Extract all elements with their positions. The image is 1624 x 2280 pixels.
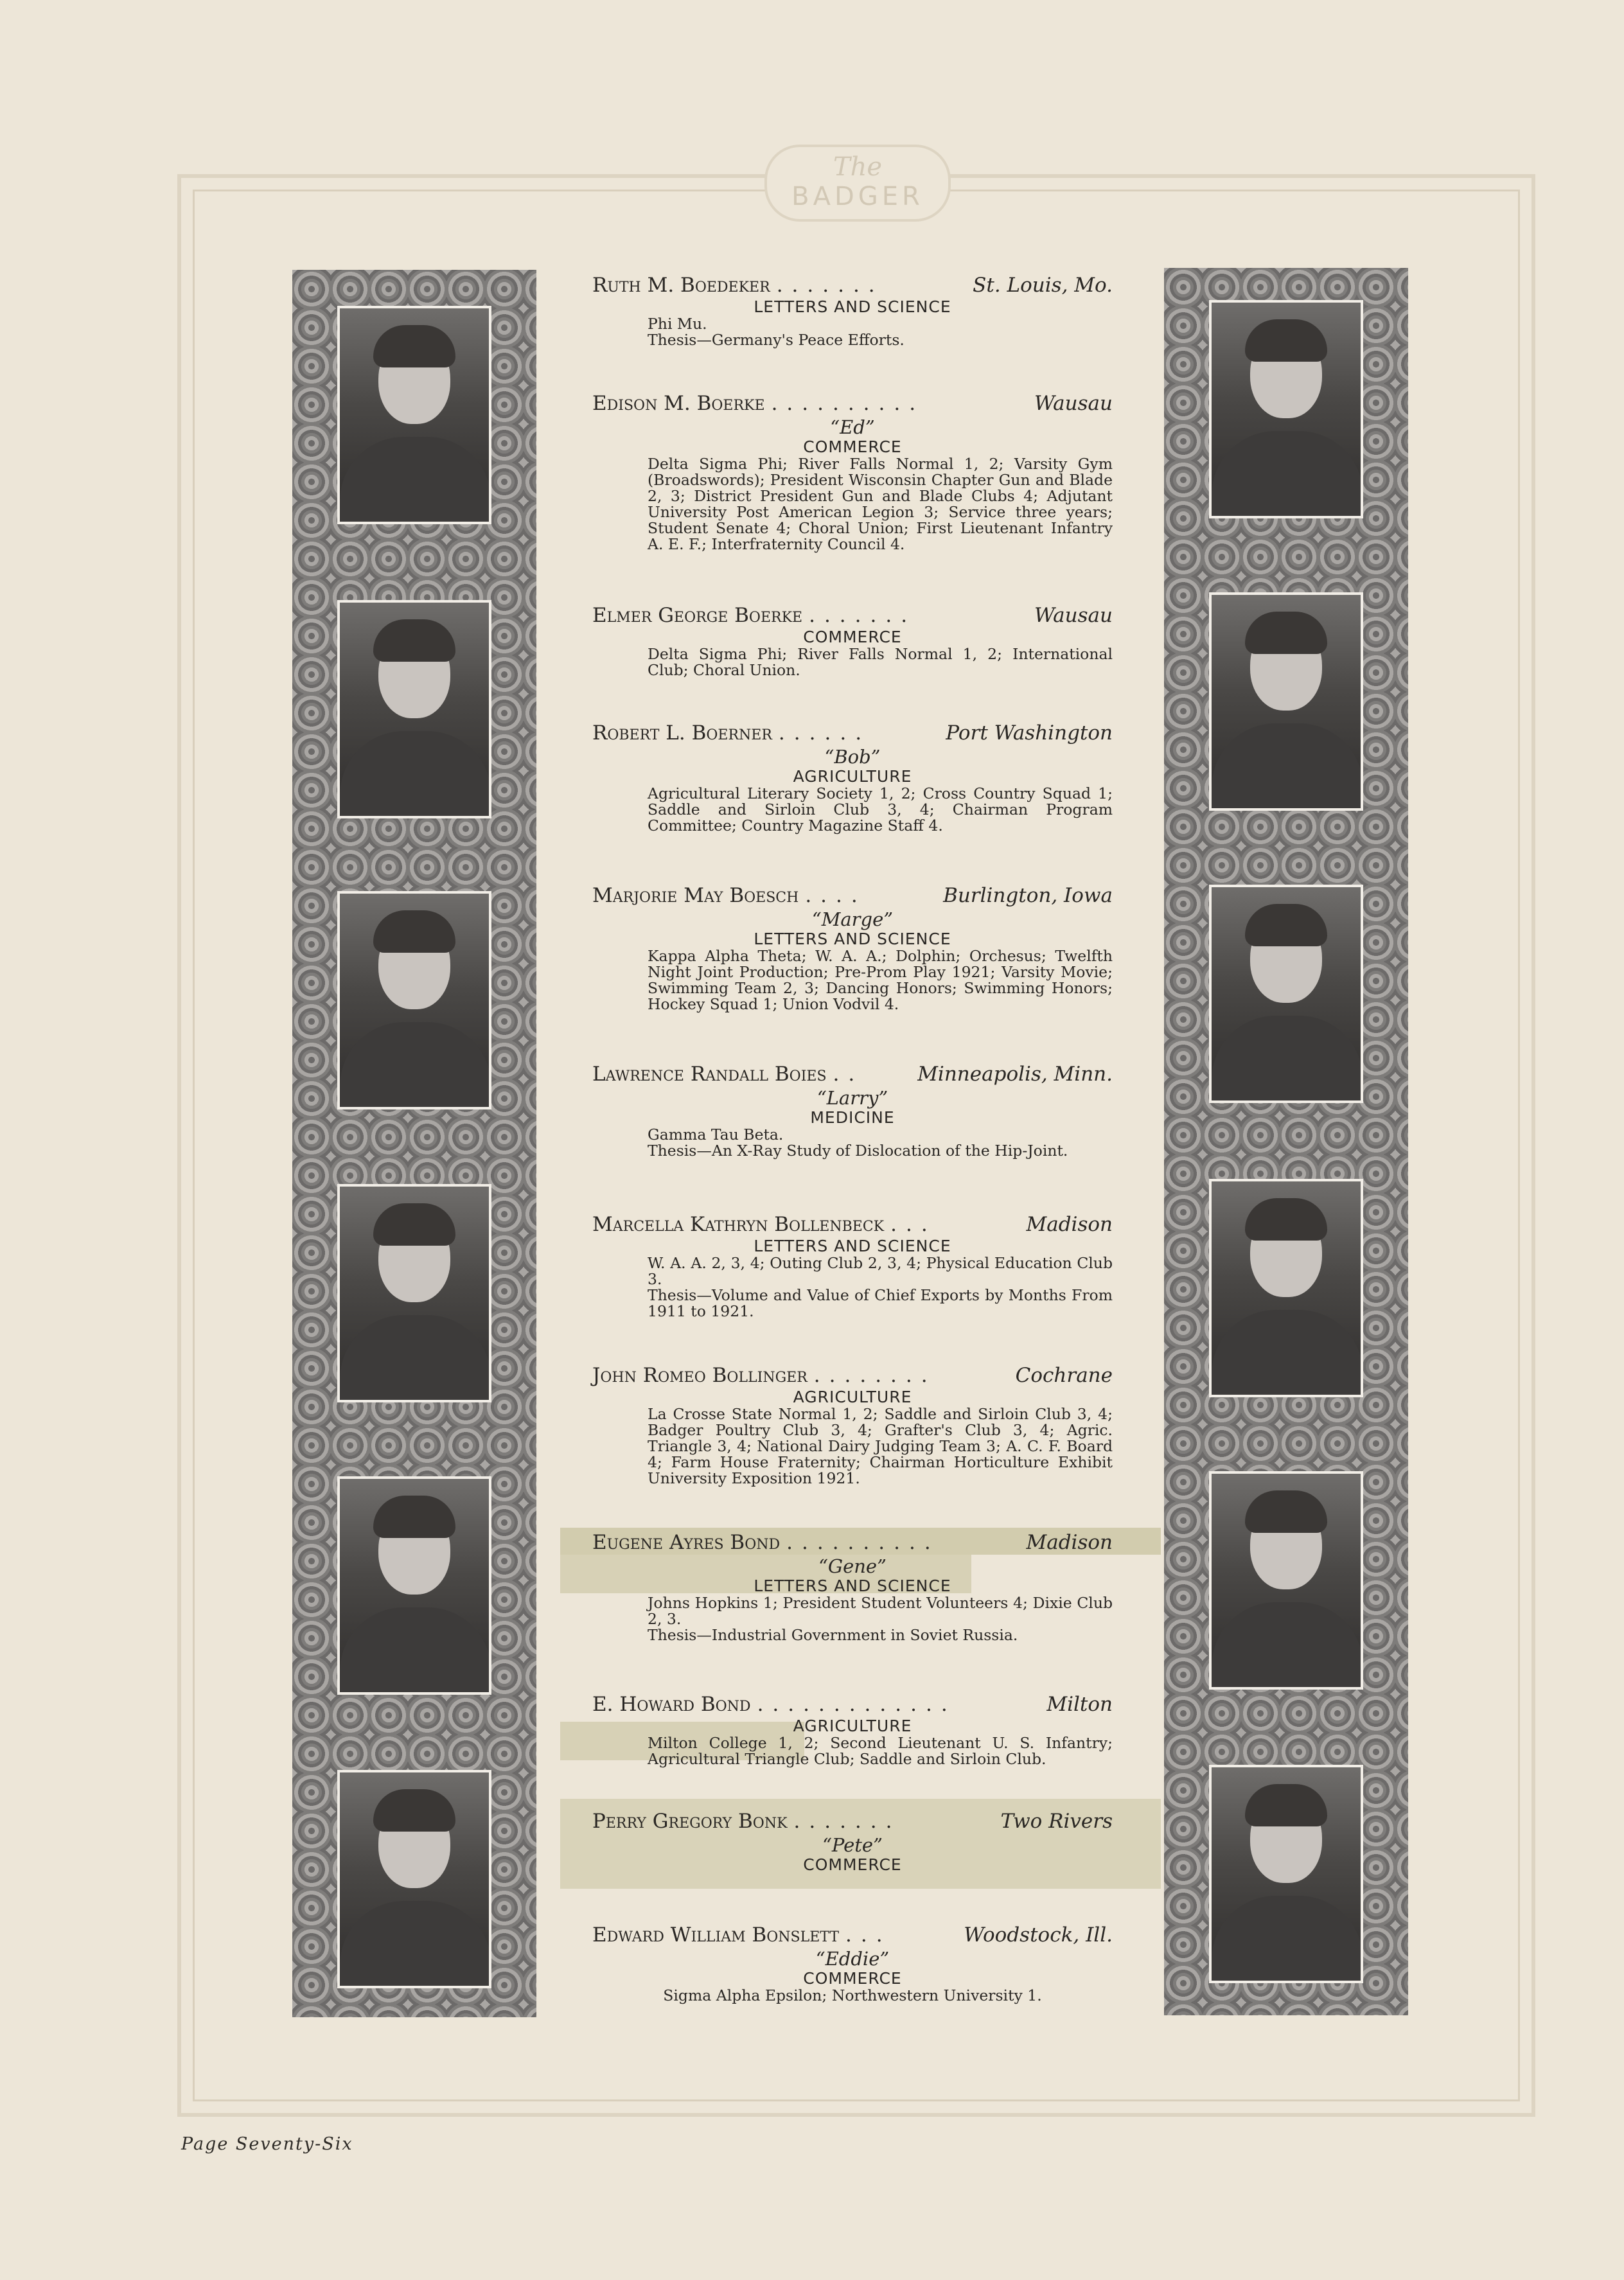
hometown: Cochrane (1015, 1364, 1113, 1387)
college-name: AGRICULTURE (793, 767, 912, 786)
hometown: Two Rivers (1000, 1810, 1113, 1833)
student-name: John Romeo Bollinger (592, 1364, 808, 1387)
student-name: Marjorie May Boesch (592, 884, 799, 907)
photo-strip-right (1164, 268, 1408, 2015)
hometown: Port Washington (946, 721, 1113, 745)
activities: Phi Mu. (648, 315, 707, 333)
hometown: Wausau (1034, 392, 1113, 415)
nickname: “Gene” (818, 1555, 887, 1577)
student-name: Edward William Bonslett (592, 1923, 840, 1947)
thesis: Thesis—Volume and Value of Chief Exports by Months From 1911 to 1921. (648, 1286, 1113, 1320)
page-number: Page Seventy-Six (181, 2134, 353, 2154)
senior-entry: John Romeo Bollinger ........ Cochrane AGRICULTURE La Crosse State Normal 1, 2; Saddle and Sirloin Club 3, 4; Badger Poultry Club 3, 4; Grafter's Club 3, 4; Agric. Triangle 3, 4; National Dairy Judging Team 3; A. C. F. Board 4; Farm House Fraternity; Chairman Horticulture Exhibit University Exposition 1921. (592, 1364, 1113, 1487)
portrait-photo (1209, 885, 1363, 1103)
senior-entry: Elmer George Boerke ....... Wausau COMMERCE Delta Sigma Phi; River Falls Normal 1, 2; International Club; Choral Union. (592, 604, 1113, 679)
activities: Gamma Tau Beta. (648, 1126, 784, 1144)
hometown: Wausau (1034, 604, 1113, 627)
student-name: Perry Gregory Bonk (592, 1810, 788, 1833)
senior-entry: Ruth M. Boedeker ....... St. Louis, Mo. LETTERS AND SCIENCE Phi Mu. Thesis—Germany's Peace Efforts. (592, 274, 1113, 349)
senior-entry: Robert L. Boerner ...... Port Washington “Bob” AGRICULTURE Agricultural Literary Society 1, 2; Cross Country Squad 1; Saddle and Sirloin Club 3, 4; Chairman Program Committee; Country Magazine Staff 4. (592, 721, 1113, 835)
hometown: Minneapolis, Minn. (917, 1063, 1113, 1086)
activities: Johns Hopkins 1; President Student Volunteers 4; Dixie Club 2, 3. (648, 1594, 1113, 1628)
hometown: Madison (1026, 1531, 1113, 1554)
hometown: Burlington, Iowa (943, 884, 1113, 907)
college-name: AGRICULTURE (793, 1388, 912, 1406)
student-name: Lawrence Randall Boies (592, 1063, 827, 1086)
badger-crest (764, 145, 951, 222)
senior-entry: Marcella Kathryn Bollenbeck ... Madison LETTERS AND SCIENCE W. A. A. 2, 3, 4; Outing Club 2, 3, 4; Physical Education Club 3. Thesis—Volume and Value of Chief Exports by Months From 1911 to 1921. (592, 1213, 1113, 1320)
nickname: “Bob” (824, 746, 881, 768)
college-name: LETTERS AND SCIENCE (754, 1237, 951, 1255)
hometown: Madison (1026, 1213, 1113, 1236)
portrait-photo (337, 600, 491, 818)
portrait-photo (1209, 592, 1363, 811)
nickname: “Pete” (822, 1834, 883, 1856)
nickname: “Ed” (830, 416, 875, 438)
senior-entry: Lawrence Randall Boies .. Minneapolis, Minn. “Larry” MEDICINE Gamma Tau Beta. Thesis—An X-Ray Study of Dislocation of the Hip-Joint. (592, 1063, 1113, 1160)
nickname: “Eddie” (815, 1948, 890, 1970)
activities: W. A. A. 2, 3, 4; Outing Club 2, 3, 4; Physical Education Club 3. (648, 1254, 1113, 1288)
thesis: Thesis—Industrial Government in Soviet Russia. (648, 1626, 1018, 1644)
activities: Agricultural Literary Society 1, 2; Cross Country Squad 1; Saddle and Sirloin Club 3, 4; Chairman Program Committee; Country Magazine Staff 4. (648, 784, 1113, 835)
portrait-photo (1209, 1765, 1363, 1983)
nickname: “Larry” (816, 1087, 888, 1109)
thesis: Thesis—Germany's Peace Efforts. (648, 331, 905, 349)
college-name: LETTERS AND SCIENCE (754, 930, 951, 948)
portrait-photo (1209, 300, 1363, 518)
senior-entry: E. Howard Bond ............. Milton AGRICULTURE Milton College 1, 2; Second Lieutenant U. S. Infantry; Agricultural Triangle Club; Saddle and Sirloin Club. (592, 1693, 1113, 1768)
portrait-photo (337, 1184, 491, 1402)
crest-script: The (833, 152, 883, 182)
activities: Milton College 1, 2; Second Lieutenant U. S. Infantry; Agricultural Triangle Club; Saddle and Sirloin Club. (648, 1734, 1113, 1768)
student-name: Ruth M. Boedeker (592, 274, 770, 297)
senior-entry: Eugene Ayres Bond .......... Madison “Gene” LETTERS AND SCIENCE Johns Hopkins 1; President Student Volunteers 4; Dixie Club 2, 3. Thesis—Industrial Government in Soviet Russia. (592, 1531, 1113, 1644)
portrait-photo (337, 1770, 491, 1988)
activities: Kappa Alpha Theta; W. A. A.; Dolphin; Orchesus; Twelfth Night Joint Production; Pre-Prom Play 1921; Varsity Movie; Swimming Team 2, 3; Dancing Honors; Swimming Honors; Hockey Squad 1; Union Vodvil 4. (648, 947, 1113, 1013)
college-name: COMMERCE (803, 437, 902, 456)
hometown: Milton (1046, 1693, 1113, 1716)
portrait-photo (337, 306, 491, 524)
crest-title: BADGER (791, 182, 924, 211)
activities: Delta Sigma Phi; River Falls Normal 1, 2; International Club; Choral Union. (648, 645, 1113, 679)
college-name: LETTERS AND SCIENCE (754, 297, 951, 316)
portrait-photo (1209, 1179, 1363, 1397)
student-name: Marcella Kathryn Bollenbeck (592, 1213, 885, 1236)
activities: Sigma Alpha Epsilon; Northwestern University 1. (663, 1986, 1042, 2004)
student-name: Edison M. Boerke (592, 392, 765, 415)
college-name: COMMERCE (803, 1969, 902, 1988)
photo-strip-left (292, 270, 536, 2017)
thesis: Thesis—An X-Ray Study of Dislocation of the Hip-Joint. (648, 1142, 1068, 1160)
senior-entry: Edward William Bonslett ... Woodstock, Ill. “Eddie” COMMERCE Sigma Alpha Epsilon; Northwestern University 1. (592, 1923, 1113, 2004)
portrait-photo (1209, 1471, 1363, 1690)
college-name: MEDICINE (810, 1108, 895, 1127)
portrait-photo (337, 1476, 491, 1695)
senior-entry: Marjorie May Boesch .... Burlington, Iowa “Marge” LETTERS AND SCIENCE Kappa Alpha Theta; W. A. A.; Dolphin; Orchesus; Twelfth Night Joint Production; Pre-Prom Play 1921; Varsity Movie; Swimming Team 2, 3; Dancing Honors; Swimming Honors; Hockey Squad 1; Union Vodvil 4. (592, 884, 1113, 1013)
activities: La Crosse State Normal 1, 2; Saddle and Sirloin Club 3, 4; Badger Poultry Club 3, 4; Grafter's Club 3, 4; Agric. Triangle 3, 4; National Dairy Judging Team 3; A. C. F. Board 4; Farm House Fraternity; Chairman Horticulture Exhibit University Exposition 1921. (648, 1405, 1113, 1487)
student-name: E. Howard Bond (592, 1693, 751, 1716)
senior-entry: Perry Gregory Bonk ....... Two Rivers “Pete” COMMERCE (592, 1810, 1113, 1874)
college-name: COMMERCE (803, 628, 902, 646)
student-name: Robert L. Boerner (592, 721, 772, 745)
portrait-photo (337, 891, 491, 1109)
college-name: LETTERS AND SCIENCE (754, 1577, 951, 1595)
nickname: “Marge” (811, 908, 894, 930)
hometown: St. Louis, Mo. (973, 274, 1113, 297)
college-name: AGRICULTURE (793, 1717, 912, 1735)
hometown: Woodstock, Ill. (964, 1923, 1113, 1947)
activities: Delta Sigma Phi; River Falls Normal 1, 2; Varsity Gym (Broadswords); President Wisconsin Chapter Gun and Blade 2, 3; District President Gun and Blade Clubs 4; Adjutant University Post American Legion 3; Service three years; Student Senate 4; Choral Union; First Lieutenant Infantry A. E. F.; Interfraternity Council 4. (648, 455, 1113, 553)
student-name: Elmer George Boerke (592, 604, 803, 627)
student-name: Eugene Ayres Bond (592, 1531, 781, 1554)
college-name: COMMERCE (803, 1855, 902, 1874)
senior-entry: Edison M. Boerke .......... Wausau “Ed” COMMERCE Delta Sigma Phi; River Falls Normal 1, 2; Varsity Gym (Broadswords); President Wisconsin Chapter Gun and Blade 2, 3; District President Gun and Blade Clubs 4; Adjutant University Post American Legion 3; Service three years; Student Senate 4; Choral Union; First Lieutenant Infantry A. E. F.; Interfraternity Council 4. (592, 392, 1113, 553)
